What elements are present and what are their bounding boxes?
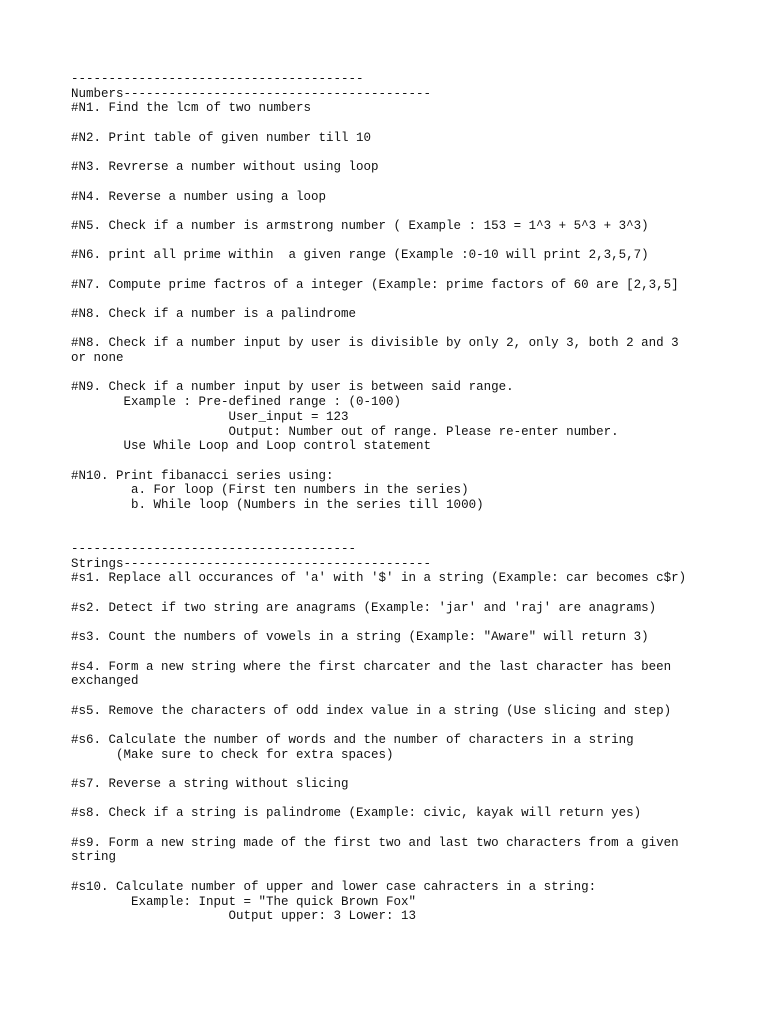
blank-line	[71, 454, 751, 469]
blank-line	[71, 366, 751, 381]
text-line: #N10. Print fibanacci series using:	[71, 468, 334, 483]
text-line: #N8. Check if a number input by user is divisible by only 2, only 3, both 2 and 3	[71, 336, 679, 351]
blank-line	[71, 204, 751, 219]
blank-line	[71, 865, 751, 880]
text-line: #N4. Reverse a number using a loop	[71, 189, 327, 204]
blank-line	[71, 145, 751, 160]
text-line: (Make sure to check for extra spaces)	[71, 747, 394, 762]
blank-line	[71, 689, 751, 704]
blank-line	[71, 586, 751, 601]
blank-line	[71, 234, 751, 249]
blank-line	[71, 527, 751, 542]
text-line: Example : Pre-defined range : (0-100)	[71, 395, 402, 410]
text-line: Output upper: 3 Lower: 13	[71, 909, 417, 924]
text-line: #N7. Compute prime factros of a integer (Example: prime factors of 60 are [2,3,5]	[71, 277, 679, 292]
text-line: User_input = 123	[71, 409, 349, 424]
text-line: #s7. Reverse a string without slicing	[71, 777, 349, 791]
document-body	[71, 72, 751, 924]
text-line: #N6. print all prime within a given range (Example :0-10 will print 2,3,5,7)	[71, 248, 649, 263]
blank-line	[71, 645, 751, 660]
text-line: #s9. Form a new string made of the first two and last two characters from a given	[71, 835, 679, 850]
blank-line	[71, 718, 751, 733]
text-line: #s2. Detect if two string are anagrams (Example: 'jar' and 'raj' are anagrams)	[71, 600, 657, 615]
text-line: #s8. Check if a string is palindrome (Example: civic, kayak will return yes)	[71, 806, 642, 821]
text-line: #s5. Remove the characters of odd index value in a string (Use slicing and step)	[71, 703, 672, 718]
text-line: #s1. Replace all occurances of 'a' with '$' in a string (Example: car becomes c$r)	[71, 571, 687, 586]
text-line: #s6. Calculate the number of words and the number of characters in a string	[71, 732, 634, 747]
blank-line	[71, 792, 751, 807]
text-line: #s10. Calculate number of upper and lower case cahracters in a string:	[71, 879, 597, 894]
text-line: Numbers-----------------------------------------	[71, 86, 432, 101]
blank-line	[71, 322, 751, 337]
text-line: b. While loop (Numbers in the series till 1000)	[71, 497, 484, 512]
text-line: exchanged	[71, 674, 139, 689]
blank-line	[71, 292, 751, 307]
text-line: #N2. Print table of given number till 10	[71, 130, 372, 145]
text-line: #s4. Form a new string where the first charcater and the last character has been	[71, 659, 672, 674]
blank-line	[71, 615, 751, 630]
text-line: #N9. Check if a number input by user is between said range.	[71, 380, 514, 395]
text-line: or none	[71, 351, 124, 366]
blank-line	[71, 821, 751, 836]
text-line: Strings-----------------------------------------	[71, 556, 432, 571]
text-line: #s3. Count the numbers of vowels in a string (Example: "Aware" will return 3)	[71, 630, 649, 645]
text-line: ---------------------------------------	[71, 72, 364, 86]
text-line: #N8. Check if a number is a palindrome	[71, 307, 357, 321]
text-line: string	[71, 850, 117, 865]
blank-line	[71, 513, 751, 528]
blank-line	[71, 762, 751, 777]
blank-line	[71, 175, 751, 190]
text-line: #N1. Find the lcm of two numbers	[71, 101, 312, 116]
text-line: Use While Loop and Loop control statement	[71, 439, 432, 454]
text-line: a. For loop (First ten numbers in the series)	[71, 483, 469, 498]
text-line: --------------------------------------	[71, 542, 357, 556]
text-line: #N3. Revrerse a number without using loop	[71, 160, 379, 175]
text-line: Example: Input = "The quick Brown Fox"	[71, 894, 417, 909]
blank-line	[71, 263, 751, 278]
text-line: Output: Number out of range. Please re-enter number.	[71, 424, 619, 439]
text-line: #N5. Check if a number is armstrong number ( Example : 153 = 1^3 + 5^3 + 3^3)	[71, 218, 649, 233]
blank-line	[71, 116, 751, 131]
